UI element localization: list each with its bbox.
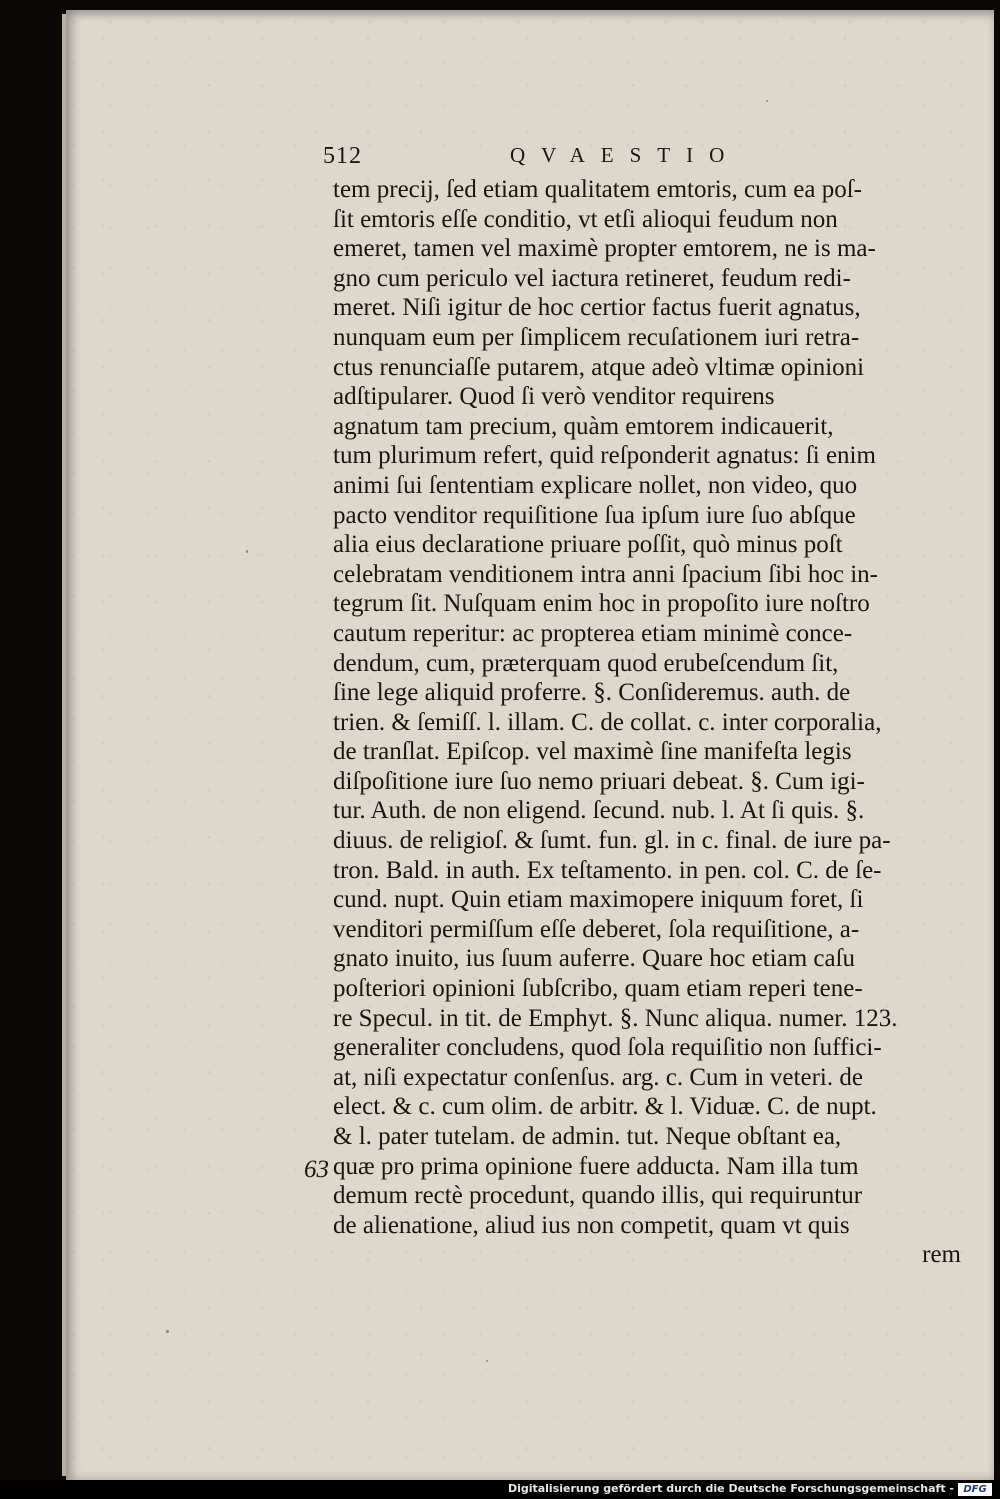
text-line: ſit emtoris eſſe conditio, vt etſi alioqui feudum non (333, 205, 838, 233)
catchword: rem (922, 1241, 961, 1269)
running-title: QVAESTIO (510, 143, 741, 167)
text-line: de alienatione, aliud ius non competit, quam vt quis (333, 1211, 850, 1239)
text-line: tum plurimum refert, quid reſponderit agnatus: ſi enim (333, 442, 876, 470)
text-line: elect. & c. cum olim. de arbitr. & l. Viduæ. C. de nupt. (333, 1093, 877, 1121)
text-line: venditori permiſſum eſſe deberet, ſola requiſitione, a- (333, 915, 860, 943)
paper-speck (486, 1360, 488, 1362)
text-line: demum rectè procedunt, quando illis, qui requiruntur (333, 1182, 863, 1210)
text-line: tron. Bald. in auth. Ex teſtamento. in pen. col. C. de ſe- (333, 856, 882, 884)
paper-speck (246, 550, 248, 553)
text-line: nunquam eum per ſimplicem recuſationem iuri retra- (333, 323, 860, 351)
text-line: diuus. de religioſ. & ſumt. fun. gl. in c. final. de iure pa- (333, 827, 891, 855)
body-text (333, 175, 973, 1270)
text-line: trien. & ſemiſſ. l. illam. C. de collat. c. inter corporalia, (333, 708, 882, 736)
text-line: dendum, cum, præterquam quod erubeſcendum ſit, (333, 649, 839, 677)
text-line: tur. Auth. de non eligend. ſecund. nub. l. At ſi quis. §. (333, 797, 865, 825)
text-line: diſpoſitione iure ſuo nemo priuari debeat. §. Cum igi- (333, 767, 865, 795)
text-line: alia eius declaratione priuare poſſit, quò minus poſt (333, 531, 843, 559)
page-header (323, 143, 793, 173)
text-line: emeret, tamen vel maximè propter emtorem, ne is ma- (333, 235, 876, 263)
text-line: at, niſi expectatur conſenſus. arg. c. Cum in veteri. de (333, 1063, 863, 1091)
text-line: tegrum ſit. Nuſquam enim hoc in propoſito iure noſtro (333, 590, 870, 618)
text-line: & l. pater tutelam. de admin. tut. Neque obſtant ea, (333, 1123, 842, 1150)
text-line: gno cum periculo vel iactura retineret, feudum redi- (333, 264, 851, 292)
text-line: adſtipularer. Quod ſi verò venditor requirens (333, 383, 775, 411)
text-line: cautum reperitur: ac propterea etiam minimè conce- (333, 619, 853, 647)
text-line: celebratam venditionem intra anni ſpacium ſibi hoc in- (333, 560, 878, 588)
text-line: quæ pro prima opinione fuere adducta. Nam illa tum (333, 1152, 859, 1180)
text-line: generaliter concludens, quod ſola requiſitio non ſuffici- (333, 1034, 882, 1062)
text-line: re Specul. in tit. de Emphyt. §. Nunc aliqua. numer. 123. (333, 1004, 898, 1032)
paper-speck (166, 1330, 169, 1333)
text-line: gnato inuito, ius ſuum auferre. Quare hoc etiam caſu (333, 945, 856, 973)
page-number: 512 (323, 143, 362, 169)
text-line: de tranſlat. Epiſcop. vel maximè ſine manifeſta legis (333, 738, 852, 766)
text-line: agnatum tam precium, quàm emtorem indicauerit, (333, 412, 834, 440)
text-line: cund. nupt. Quin etiam maximopere iniquum foret, ſi (333, 886, 864, 914)
footer-bar (0, 1480, 1000, 1499)
text-line: animi ſui ſententiam explicare nollet, non video, quo (333, 471, 858, 499)
text-line: pacto venditor requiſitione ſua ipſum iure ſuo abſque (333, 501, 856, 529)
margin-note: 63 (304, 1156, 329, 1183)
funding-credit: Digitalisierung gefördert durch die Deutsche Forschungsgemeinschaft - (507, 1482, 954, 1495)
text-line: tem precij, ſed etiam qualitatem emtoris, cum ea poſ- (333, 176, 862, 203)
text-line: ctus renunciaſſe putarem, atque adeò vltimæ opinioni (333, 353, 865, 381)
paper-speck (766, 100, 768, 102)
text-line: meret. Niſi igitur de hoc certior factus fuerit agnatus, (333, 294, 861, 322)
text-line: poſteriori opinioni ſubſcribo, quam etiam reperi tene- (333, 975, 863, 1003)
dfg-logo-icon: DFG (958, 1483, 992, 1496)
text-line: ſine lege aliquid proferre. §. Conſideremus. auth. de (333, 679, 851, 707)
